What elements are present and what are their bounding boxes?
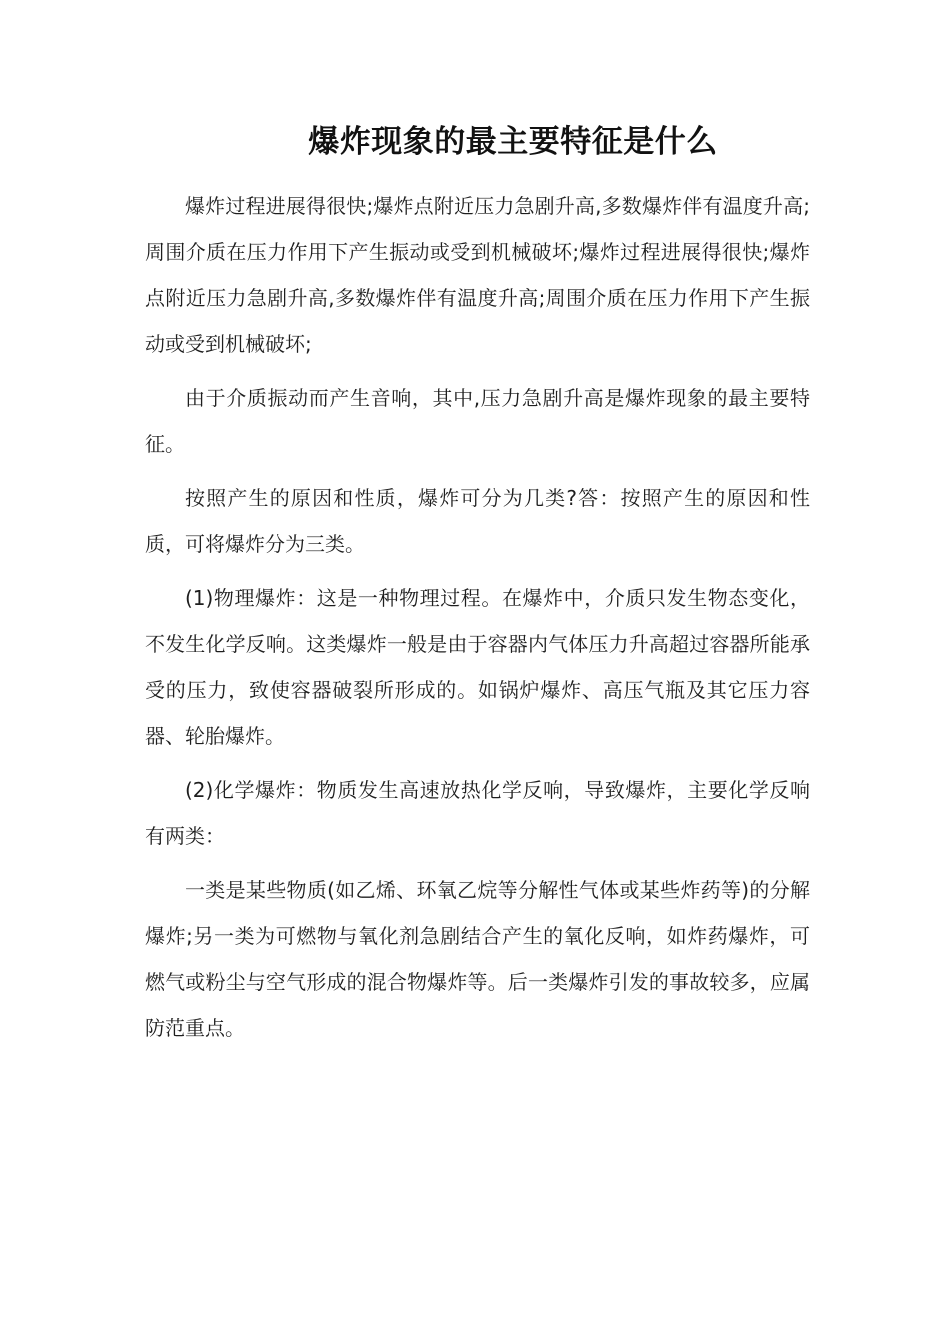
- paragraph-chemical-explosion: (2)化学爆炸：物质发生高速放热化学反响，导致爆炸，主要化学反响有两类：: [145, 778, 810, 848]
- document-title: 爆炸现象的最主要特征是什么: [308, 124, 718, 160]
- paragraph-main-feature: 由于介质振动而产生音响，其中,压力急剧升高是爆炸现象的最主要特征。: [145, 386, 810, 456]
- paragraph-chemical-types: 一类是某些物质(如乙烯、环氧乙烷等分解性气体或某些炸药等)的分解爆炸;另一类为可燃物与氧化剂急剧结合产生的氧化反响，如炸药爆炸，可燃气或粉尘与空气形成的混合物爆炸等。后一类爆炸引发的事故较多，应属防范重点。: [145, 878, 810, 1040]
- document-body: [145, 183, 810, 1059]
- paragraph-explosion-process: 爆炸过程进展得很快;爆炸点附近压力急剧升高,多数爆炸伴有温度升高;周围介质在压力作用下产生振动或受到机械破坏;爆炸过程进展得很快;爆炸点附近压力急剧升高,多数爆炸伴有温度升高;周围介质在压力作用下产生振动或受到机械破坏;: [145, 194, 810, 356]
- paragraph-physical-explosion: (1)物理爆炸：这是一种物理过程。在爆炸中，介质只发生物态变化，不发生化学反响。这类爆炸一般是由于容器内气体压力升高超过容器所能承受的压力，致使容器破裂所形成的。如锅炉爆炸、高压气瓶及其它压力容器、轮胎爆炸。: [145, 586, 810, 748]
- paragraph-classification: 按照产生的原因和性质，爆炸可分为几类?答：按照产生的原因和性质，可将爆炸分为三类。: [145, 486, 810, 556]
